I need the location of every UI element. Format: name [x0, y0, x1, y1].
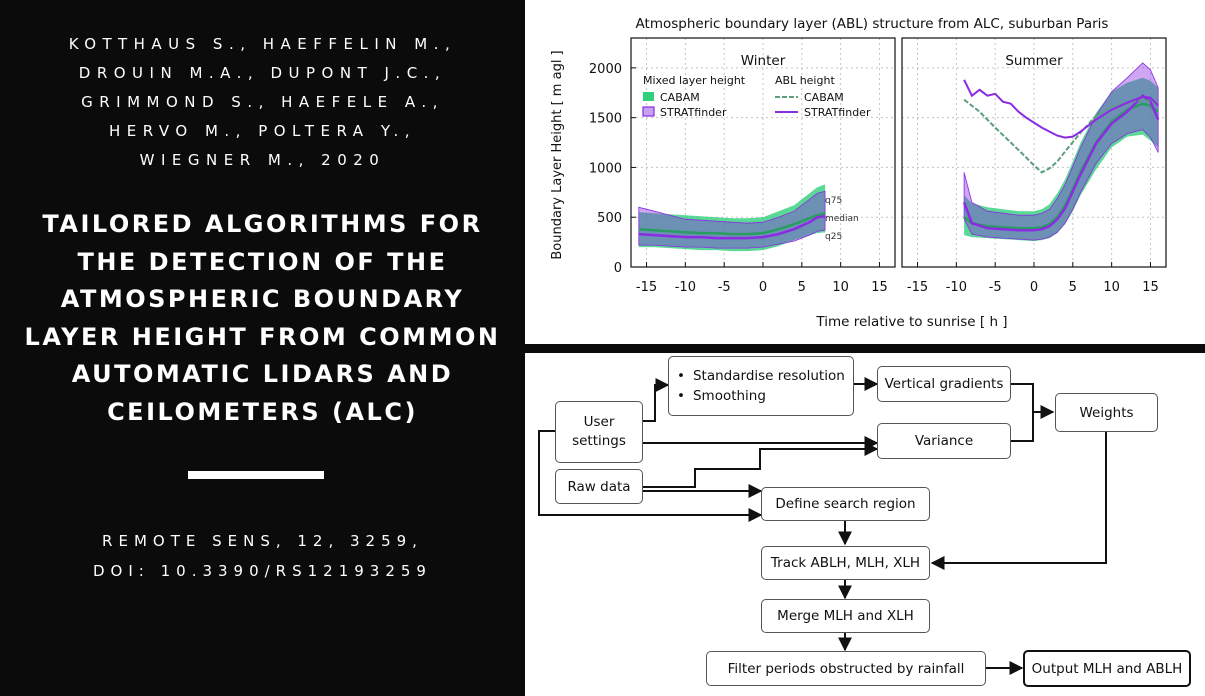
y-tick-label: 1500: [588, 111, 622, 127]
preprocess-item: • Standardise resolution: [677, 366, 845, 386]
y-axis-label: Boundary Layer Height [ m agl ]: [550, 50, 565, 260]
track-box: [761, 546, 930, 580]
legend-abl-cabam-label: CABAM: [804, 91, 844, 104]
q75-label: q75: [825, 196, 843, 206]
preprocess-item: • Smoothing: [677, 386, 845, 406]
citation-doi: DOI: 10.3390/RS12193259: [93, 562, 432, 580]
winter-panel-label: Winter: [740, 53, 786, 69]
median-label: median: [825, 214, 859, 224]
divider-bar: [188, 471, 324, 479]
y-tick-label: 1000: [588, 161, 622, 177]
legend-cabam-label: CABAM: [660, 91, 700, 104]
legend: [643, 74, 871, 119]
raw-data-box: [555, 469, 643, 504]
title-line: CEILOMETERS (ALC): [107, 397, 418, 426]
legend-abl-title: ABL height: [775, 74, 835, 87]
x-tick-label: 15: [871, 280, 888, 295]
x-tick-label: -15: [906, 280, 929, 295]
track-label: Track ABLH, MLH, XLH: [770, 555, 921, 571]
legend-strat-swatch: [643, 107, 654, 116]
arrow-gradients-to-weights: [1011, 384, 1053, 412]
x-axis-label: Time relative to sunrise [ h ]: [816, 314, 1008, 330]
title-line: LAYER HEIGHT FROM COMMON: [24, 322, 501, 351]
author-list: [0, 30, 525, 175]
author-line: DROUIN M.A., DUPONT J.C.,: [78, 64, 447, 82]
variance-label: Variance: [914, 433, 974, 449]
title-line: ATMOSPHERIC BOUNDARY: [60, 285, 465, 313]
title-line: AUTOMATIC LIDARS AND: [71, 360, 454, 388]
winter-panel: [589, 38, 895, 295]
raw-data-label: Raw data: [567, 478, 631, 495]
q25-label: q25: [825, 232, 843, 242]
y-tick-label: 500: [597, 211, 622, 227]
output-label: Output MLH and ABLH: [1031, 660, 1183, 677]
x-tick-label: 15: [1142, 280, 1159, 295]
arrow-user-to-preprocess: [643, 385, 668, 421]
x-tick-label: 10: [832, 280, 849, 295]
merge-label: Merge MLH and XLH: [777, 608, 914, 624]
x-tick-label: 5: [797, 280, 806, 295]
title-line: THE DETECTION OF THE: [77, 247, 448, 276]
author-line: HERVO M., POLTERA Y.,: [109, 122, 416, 140]
x-tick-label: -15: [635, 280, 658, 295]
x-tick-label: -10: [674, 280, 696, 295]
citation-journal: REMOTE SENS, 12, 3259,: [102, 532, 423, 550]
summer-panel-label: Summer: [1005, 53, 1063, 69]
output-box: [1023, 650, 1191, 687]
x-tick-label: -5: [717, 280, 731, 295]
citation: [0, 526, 525, 586]
x-tick-label: 10: [1103, 280, 1120, 295]
flowchart-panel: [525, 353, 1205, 696]
legend-cabam-swatch: [643, 92, 654, 101]
title-line: TAILORED ALGORITHMS FOR: [42, 210, 483, 238]
author-line: GRIMMOND S., HAEFELE A.,: [81, 93, 444, 111]
chart-panel: [525, 0, 1205, 344]
legend-strat-label: STRATfinder: [660, 106, 727, 119]
define-search-box: [761, 487, 930, 521]
weights-label: Weights: [1079, 404, 1134, 421]
paper-title: [0, 206, 525, 431]
x-tick-label: -10: [945, 280, 967, 295]
filter-label: Filter periods obstructed by rainfall: [727, 660, 965, 677]
variance-box: [877, 423, 1011, 459]
left-title-panel: [0, 0, 525, 696]
x-tick-label: 0: [758, 280, 768, 295]
weights-box: [1055, 393, 1158, 432]
filter-box: [706, 651, 986, 686]
author-line: WIEGNER M., 2020: [139, 151, 386, 169]
preprocess-box: [668, 356, 854, 416]
abl-chart: [525, 0, 1205, 344]
author-line: KOTTHAUS S., HAEFFELIN M.,: [68, 35, 457, 53]
vertical-gradients-label: Vertical gradients: [884, 376, 1004, 392]
chart-title: Atmospheric boundary layer (ABL) structure from ALC, suburban Paris: [635, 16, 1109, 32]
arrow-raw-to-variance: [643, 449, 877, 487]
merge-box: [761, 599, 930, 633]
x-tick-label: 5: [1068, 280, 1077, 295]
user-settings-box: [555, 401, 643, 463]
y-tick-label: 2000: [588, 61, 622, 77]
vertical-gradients-box: [877, 366, 1011, 402]
x-tick-label: -5: [988, 280, 1002, 295]
line-variance-to-weights: [1011, 412, 1033, 441]
user-settings-label: User settings: [572, 414, 626, 449]
x-tick-label: 0: [1029, 280, 1039, 295]
legend-mixed-title: Mixed layer height: [643, 74, 746, 87]
define-search-label: Define search region: [775, 496, 916, 512]
y-tick-label: 0: [613, 261, 622, 276]
legend-abl-strat-label: STRATfinder: [804, 106, 871, 119]
preprocess-list: [677, 366, 845, 406]
summer-panel: [902, 38, 1166, 295]
